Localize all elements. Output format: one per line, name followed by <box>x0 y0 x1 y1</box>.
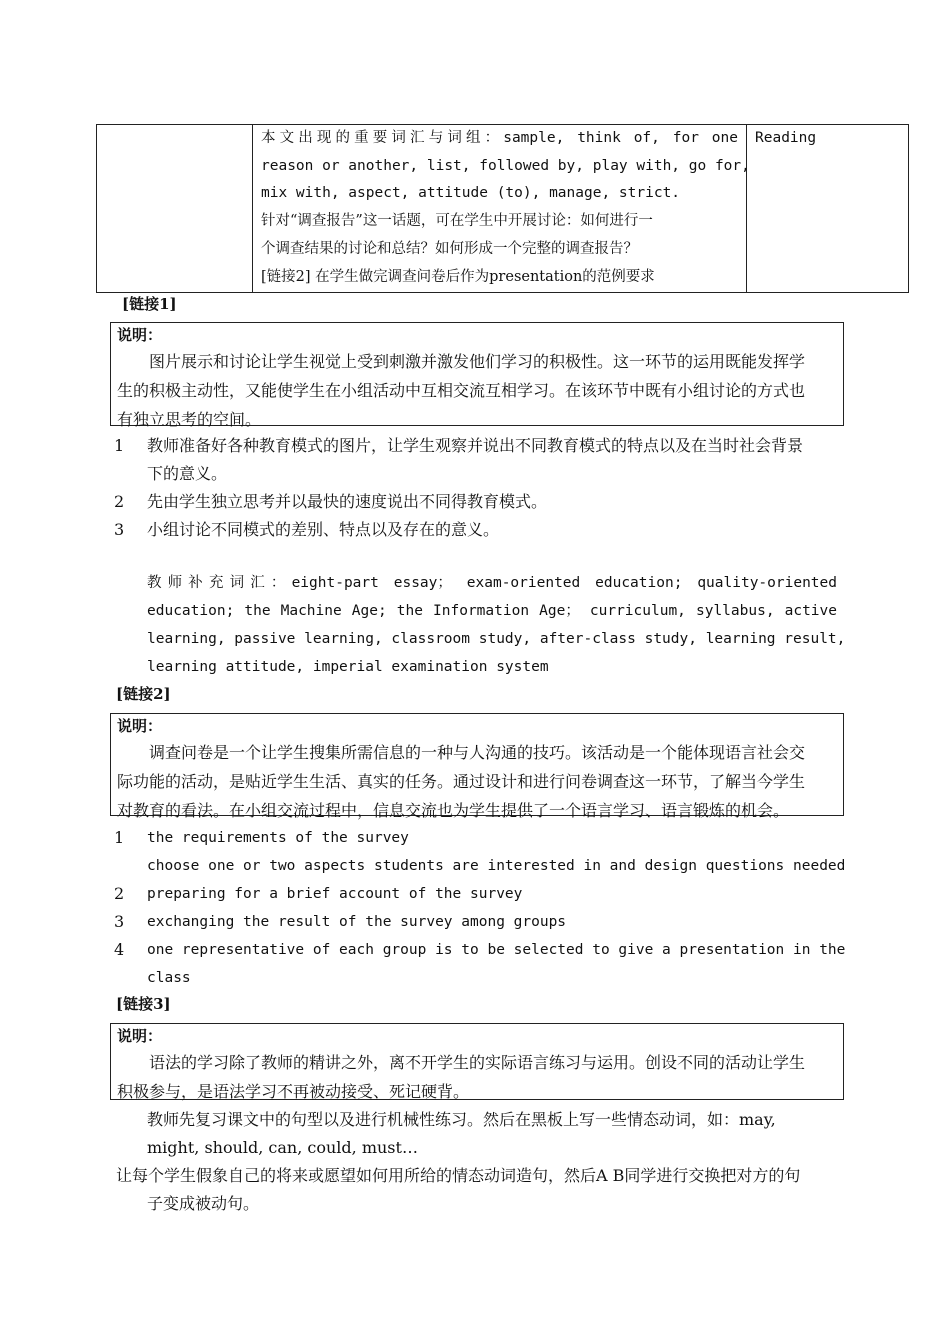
link1-note-box <box>110 322 844 429</box>
list-number: 2 <box>114 492 125 511</box>
note-line: 对教育的看法。在小组交流过程中，信息交流也为学生提供了一个语言学习、语言锻炼的机会。 <box>117 801 790 820</box>
body-line: 子变成被动句。 <box>147 1194 260 1213</box>
vocab-line: education; the Machine Age; the Information Age； curriculum, syllabus, active <box>147 603 837 619</box>
list-item-line: exchanging the result of the survey among groups <box>147 914 567 930</box>
body-line: 让每个学生假象自己的将来或愿望如何用所给的情态动词造句，然后A B同学进行交换把对方的句 <box>116 1166 801 1185</box>
link2-label: [链接2] <box>116 685 171 703</box>
list-item-line: 先由学生独立思考并以最快的速度说出不同得教育模式。 <box>147 492 548 511</box>
vocab-line: learning, passive learning, classroom study, after-class study, learning result, <box>147 631 846 647</box>
list-number: 3 <box>114 520 125 539</box>
note-title: 说明： <box>117 717 163 735</box>
table-line: [链接2] 在学生做完调查问卷后作为presentation的范例要求 <box>261 268 655 285</box>
list-number: 3 <box>114 912 125 931</box>
list-item-line: one representative of each group is to be selected to give a presentation in the <box>147 942 846 958</box>
list-item-line: class <box>147 970 191 986</box>
body-line: 教师先复习课文中的句型以及进行机械性练习。然后在黑板上写一些情态动词，如：may, <box>147 1110 776 1129</box>
note-line: 积极参与，是语法学习不再被动接受、死记硬背。 <box>117 1082 470 1101</box>
table-right-cell <box>747 125 910 292</box>
note-line: 语法的学习除了教师的精讲之外，离不开学生的实际语言练习与运用。创设不同的活动让学生 <box>149 1053 806 1072</box>
table-line: 个调查结果的讨论和总结？如何形成一个完整的调查报告？ <box>261 240 638 257</box>
note-line: 生的积极主动性，又能使学生在小组活动中互相交流互相学习。在该环节中既有小组讨论的方式也 <box>117 381 806 400</box>
link3-note-box <box>110 1023 844 1100</box>
note-title: 说明： <box>117 326 163 344</box>
list-number: 2 <box>114 884 125 903</box>
list-number: 1 <box>114 436 125 455</box>
link3-label: [链接3] <box>116 995 171 1013</box>
link1-label: [链接1] <box>122 295 177 313</box>
list-item-line: preparing for a brief account of the survey <box>147 886 523 902</box>
note-line: 际功能的活动，是贴近学生生活、真实的任务。通过设计和进行问卷调查这一环节，了解当今学生 <box>117 772 806 791</box>
list-number: 4 <box>114 940 125 959</box>
body-line: might, should, can, could, must… <box>147 1138 418 1157</box>
table-line: 本文出现的重要词汇与词组：sample, think of, for one <box>261 130 738 146</box>
vocab-line: learning attitude, imperial examination system <box>147 659 549 675</box>
table-line: reason or another, list, followed by, play with, go for, <box>261 157 750 174</box>
table-empty-cell <box>97 125 253 292</box>
table-content-cell <box>253 125 750 292</box>
list-item-line: the requirements of the survey <box>147 830 409 846</box>
table-line: mix with, aspect, attitude (to), manage, strict. <box>261 185 681 202</box>
note-line: 有独立思考的空间。 <box>117 410 262 429</box>
table-line: 针对“调查报告”这一话题，可在学生中开展讨论：如何进行一 <box>261 213 653 230</box>
note-title: 说明： <box>117 1027 163 1045</box>
list-item-line: 下的意义。 <box>147 464 228 483</box>
list-item-line: 小组讨论不同模式的差别、特点以及存在的意义。 <box>147 520 500 539</box>
list-number: 1 <box>114 828 125 847</box>
top-table <box>96 124 909 293</box>
table-right-text: Reading <box>755 130 817 146</box>
list-item-line: 教师准备好各种教育模式的图片，让学生观察并说出不同教育模式的特点以及在当时社会背景 <box>147 436 804 455</box>
note-line: 调查问卷是一个让学生搜集所需信息的一种与人沟通的技巧。该活动是一个能体现语言社会交 <box>149 743 806 762</box>
vocab-line: 教师补充词汇：eight-part essay； exam-oriented education; quality-oriented <box>147 575 837 591</box>
link2-note-box <box>110 713 844 820</box>
note-line: 图片展示和讨论让学生视觉上受到刺激并激发他们学习的积极性。这一环节的运用既能发挥学 <box>149 352 806 371</box>
list-item-line: choose one or two aspects students are interested in and design questions needed <box>147 858 846 874</box>
